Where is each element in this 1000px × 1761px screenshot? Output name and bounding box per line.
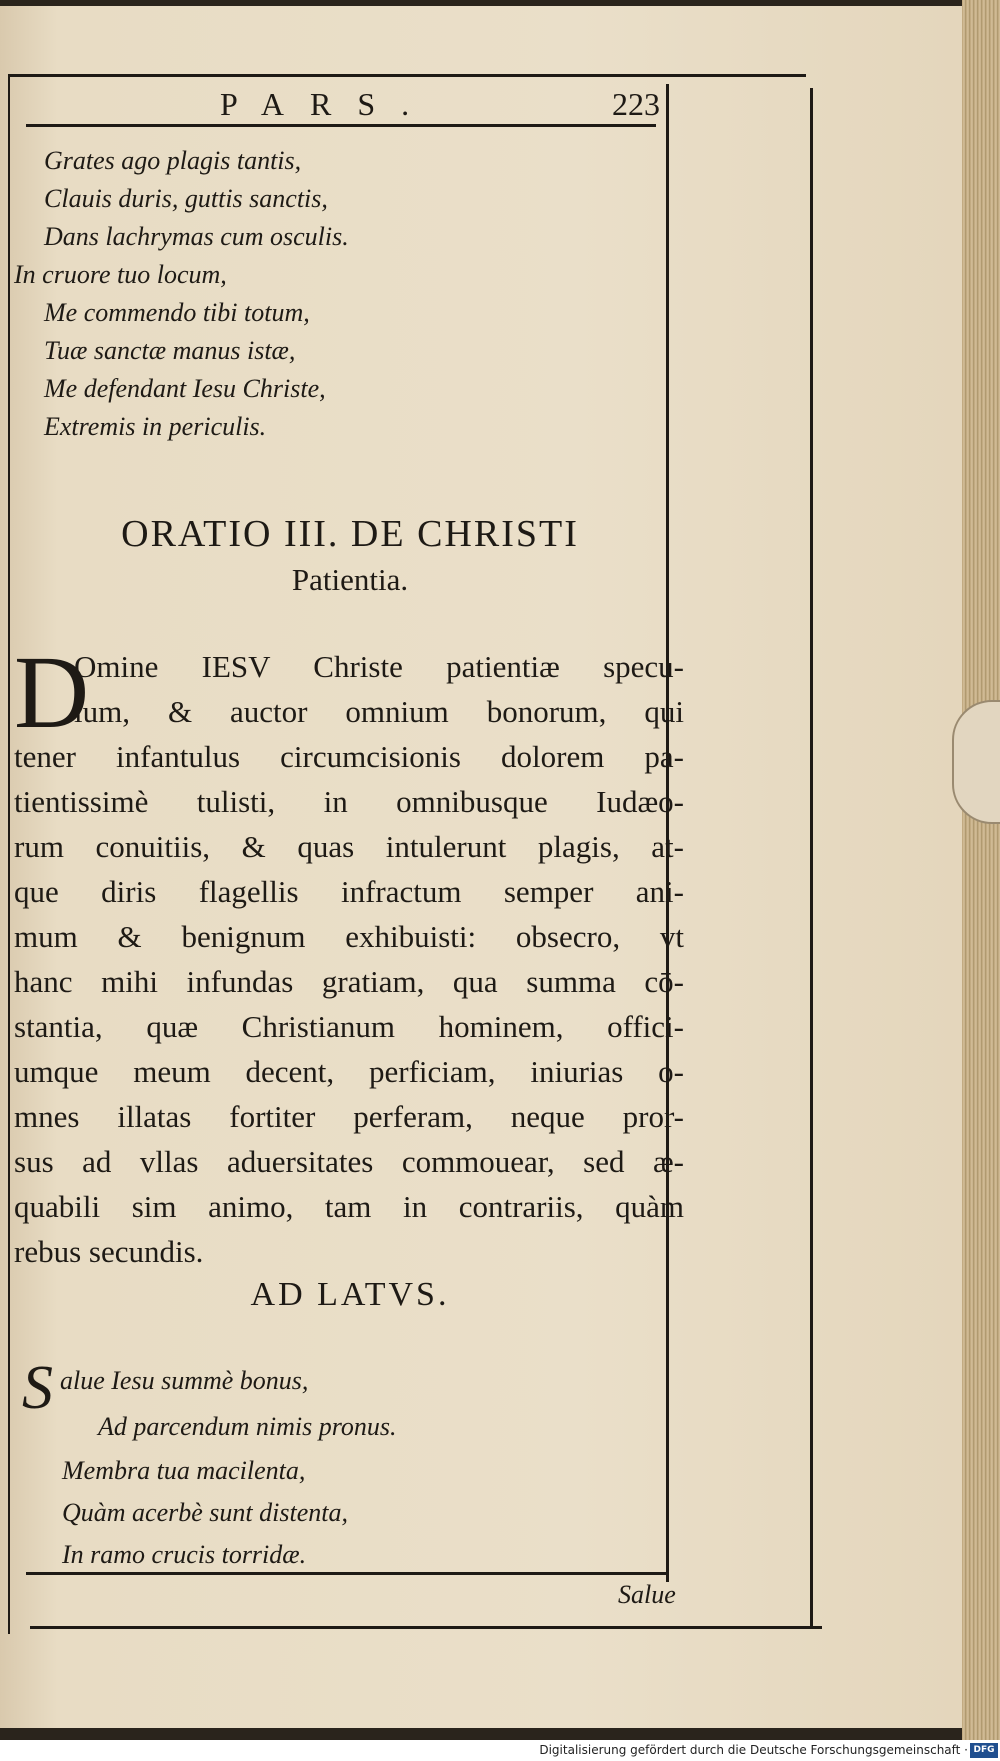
page-number: 223 <box>612 86 660 122</box>
dfg-logo: DFG <box>970 1743 998 1758</box>
left-frame-line <box>8 74 10 1634</box>
oratio-heading: ORATIO III. DE CHRISTI <box>121 513 579 555</box>
poem-stanza-1 <box>44 142 349 256</box>
page-edges <box>962 0 1000 1740</box>
header-rule <box>26 124 656 127</box>
oratio-subheading: Patientia. <box>291 562 409 597</box>
prose-line: quabili sim animo, tam in contrariis, quàm <box>14 1189 684 1224</box>
verse-line: Extremis in periculis. <box>44 412 267 441</box>
prose-line: sus ad vllas aduersitates commouear, sed æ- <box>14 1144 684 1179</box>
catchword: Salue <box>618 1580 676 1609</box>
digitization-credit: Digitalisierung gefördert durch die Deutsche Forschungsgemeinschaft · <box>539 1743 968 1757</box>
verse-line: In ramo crucis torridæ. <box>62 1540 307 1569</box>
prose-line: stantia, quæ Christianum hominem, offici- <box>14 1009 684 1044</box>
prose-line: umque meum decent, perficiam, iniurias o- <box>14 1054 684 1089</box>
prose-line: rum conuitiis, & quas intulerunt plagis, at- <box>14 829 684 864</box>
prose-line: tientissimè tulisti, in omnibusque Iudæo- <box>14 784 684 819</box>
prayer-text <box>14 635 684 1274</box>
poem2-stanza <box>62 1450 348 1576</box>
prose-line: lum, & auctor omnium bonorum, qui <box>74 694 684 729</box>
section-heading: AD LATVS. <box>250 1276 450 1313</box>
prose-line: rebus secundis. <box>14 1234 204 1269</box>
poem-initial: S <box>22 1354 53 1422</box>
verse-line: Tuæ sanctæ manus istæ, <box>44 336 296 365</box>
running-header <box>220 86 660 123</box>
top-rule <box>10 74 806 77</box>
poem2-line-2 <box>98 1408 397 1446</box>
verse-line: Membra tua macilenta, <box>62 1456 306 1485</box>
page-tab <box>952 700 1000 824</box>
outer-bottom-rule <box>30 1626 822 1629</box>
verse-line: alue Iesu summè bonus, <box>60 1366 309 1395</box>
verse-line: In cruore tuo locum, <box>14 260 227 289</box>
outer-frame-line <box>810 88 813 1628</box>
verse-line: Me commendo tibi totum, <box>44 298 310 327</box>
verse-line: Me defendant Iesu Christe, <box>44 374 326 403</box>
verse-line: Dans lachrymas cum osculis. <box>44 222 349 251</box>
prose-line: mum & benignum exhibuisti: obsecro, vt <box>14 919 684 954</box>
prose-line: mnes illatas fortiter perferam, neque pror- <box>14 1099 684 1134</box>
poem2-line-1 <box>60 1362 308 1400</box>
prose-line: hanc mihi infundas gratiam, qua summa cō- <box>14 964 684 999</box>
verse-line: Ad parcendum nimis pronus. <box>98 1412 397 1441</box>
drop-cap-initial: D <box>14 635 90 750</box>
verse-line: Quàm acerbè sunt distenta, <box>62 1498 348 1527</box>
poem-stanza-3 <box>44 294 326 446</box>
header-title: PARS. <box>220 86 436 122</box>
prose-line: que diris flagellis infractum semper ani- <box>14 874 684 909</box>
verse-line: Clauis duris, guttis sanctis, <box>44 184 328 213</box>
verse-line: Grates ago plagis tantis, <box>44 146 302 175</box>
prose-line: tener infantulus circumcisionis dolorem pa- <box>14 739 684 774</box>
prose-line: Omine IESV Christe patientiæ specu- <box>74 649 684 684</box>
poem-stanza-2 <box>14 256 227 294</box>
